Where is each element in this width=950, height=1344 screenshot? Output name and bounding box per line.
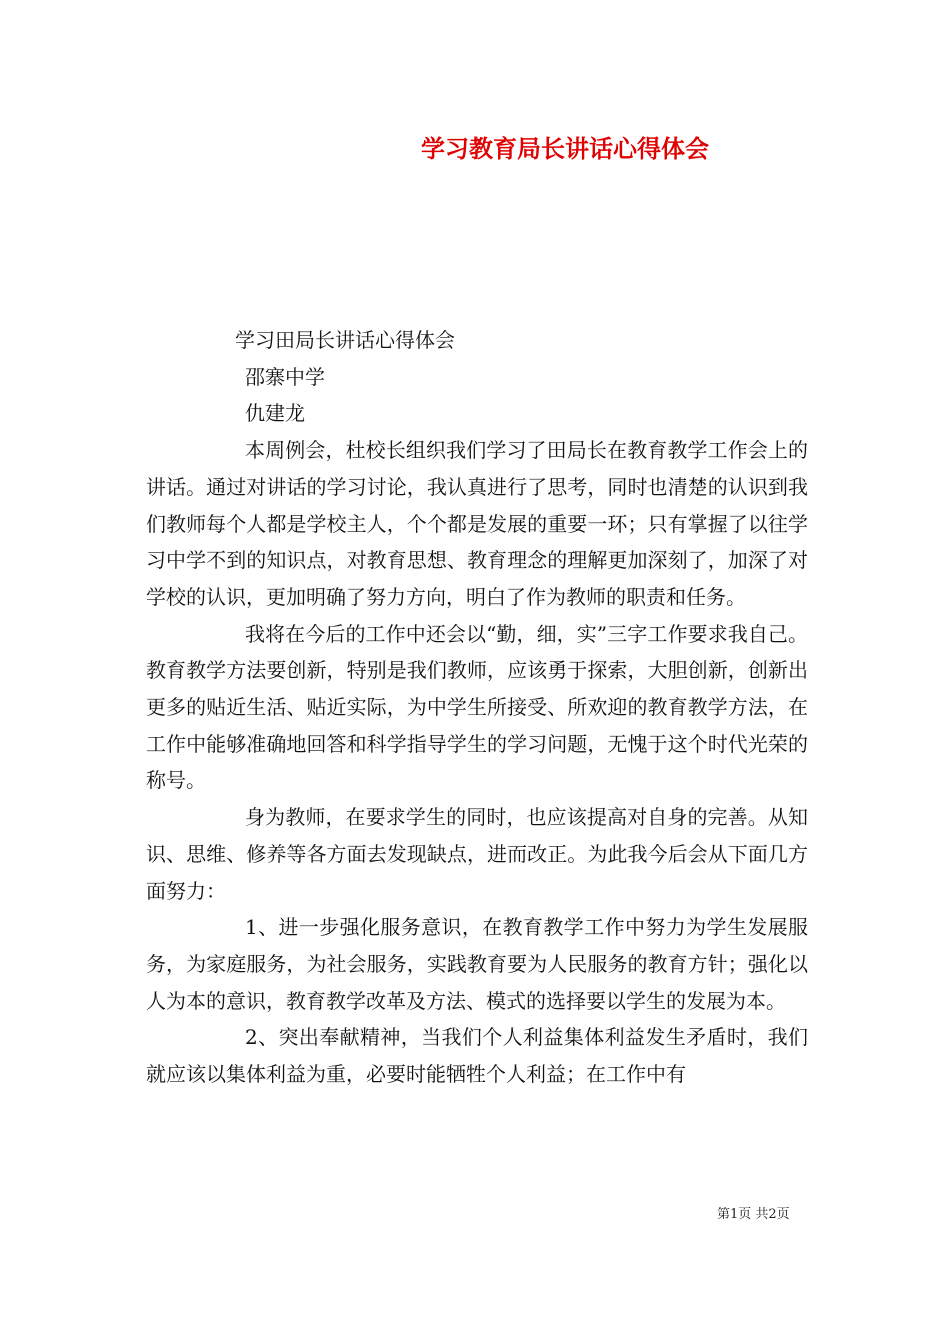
author-name: 仇建龙: [245, 401, 305, 426]
page-title: 学习教育局长讲话心得体会: [421, 135, 709, 163]
paragraph: 2、突出奉献精神，当我们个人利益集体利益发生矛盾时，我们就应该以集体利益为重，必要时能牺牲个人利益；在工作中有: [146, 1025, 808, 1087]
school-name: 邵寨中学: [245, 364, 325, 389]
paragraph: 身为教师，在要求学生的同时，也应该提高对自身的完善。从知识、思维、修养等各方面去发现缺点，进而改正。为此我今后会从下面几方面努力：: [146, 805, 808, 903]
document-body: [146, 322, 808, 1093]
document-subtitle: 学习田局长讲话心得体会: [235, 328, 455, 352]
paragraph: 1、进一步强化服务意识，在教育教学工作中努力为学生发展服务，为家庭服务，为社会服务，实践教育要为人民服务的教育方针；强化以人为本的意识，教育教学改革及方法、模式的选择要以学生的发展为本。: [146, 915, 808, 1013]
paragraph: 本周例会，杜校长组织我们学习了田局长在教育教学工作会上的讲话。通过对讲话的学习讨论，我认真进行了思考，同时也清楚的认识到我们教师每个人都是学校主人，个个都是发展的重要一环；只有掌握了以往学习中学不到的知识点，对教育思想、教育理念的理解更加深刻了，加深了对学校的认识，更加明确了努力方向，明白了作为教师的职责和任务。: [146, 438, 808, 609]
page-number: 第1页 共2页: [717, 1207, 790, 1222]
paragraph: 我将在今后的工作中还会以“勤，细，实”三字工作要求我自己。教育教学方法要创新，特别是我们教师，应该勇于探索，大胆创新，创新出更多的贴近生活、贴近实际，为中学生所接受、所欢迎的教育教学方法，在工作中能够准确地回答和科学指导学生的学习问题，无愧于这个时代光荣的称号。: [146, 621, 808, 793]
